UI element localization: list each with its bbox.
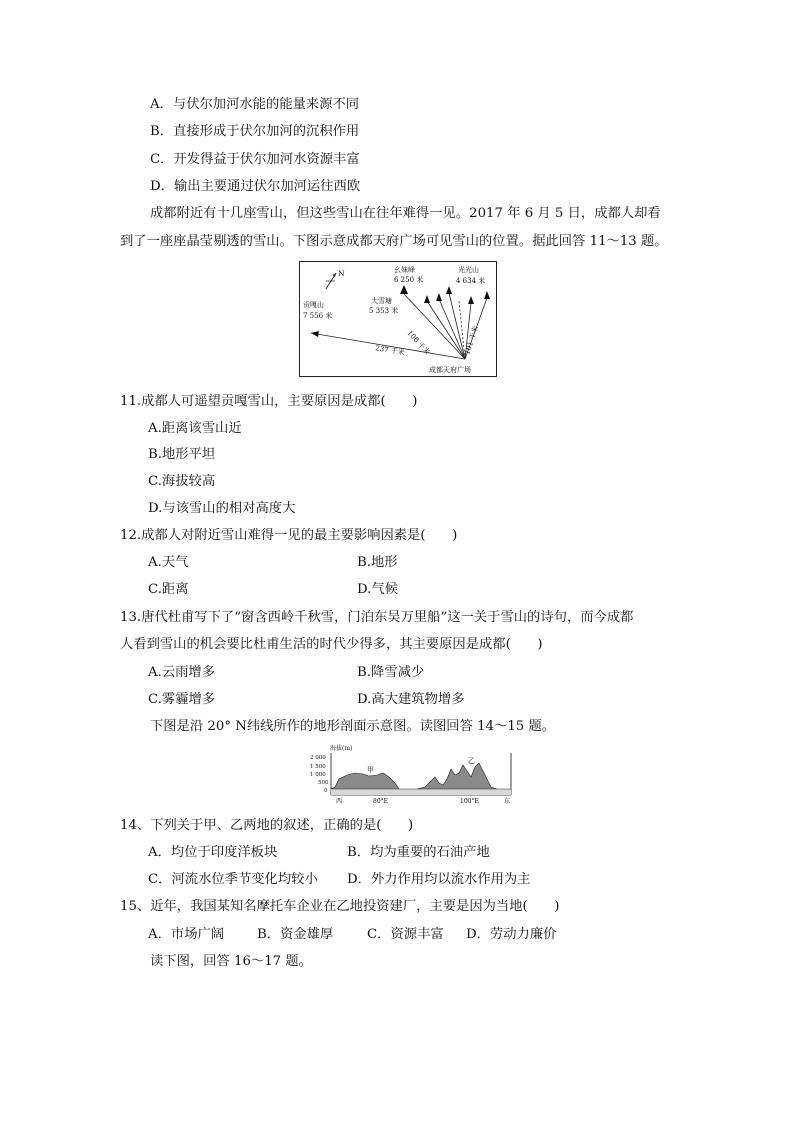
option-prev-a: A．与伏尔加河水能的能量来源不同 (150, 97, 360, 112)
q13-option-d: D.高大建筑物增多 (357, 692, 465, 707)
q14-option-d: D．外力作用均以流水作用为主 (347, 872, 531, 887)
daxue-alt: 5 353 米 (369, 307, 399, 315)
q15-option-c: C．资源丰富 (367, 927, 444, 942)
q15-option-d: D．劳动力廉价 (466, 927, 557, 942)
q12-option-b: B.地形 (357, 555, 398, 570)
q15-stem: 15、近年，我国某知名摩托车企业在乙地投资建厂，主要是因为当地( ) (120, 899, 560, 914)
next-intro: 读下图，回答 16～17 题。 (150, 954, 312, 969)
ytick-2000: 2 000 (310, 755, 326, 761)
label-80e: 80°E (373, 798, 389, 805)
ytick-500: 500 (318, 780, 329, 786)
snow-intro-line2: 到了一座座晶莹剔透的雪山。下图示意成都天府广场可见雪山的位置。据此回答 11～13 题。 (120, 234, 668, 249)
north-label: N (338, 269, 345, 278)
ytick-1000: 1 000 (310, 772, 326, 778)
profile-ylabel: 海拔(m) (330, 745, 353, 752)
label-100e: 100°E (460, 798, 479, 805)
guangguang-alt: 4 634 米 (456, 277, 486, 285)
q13-stem-line2: 人看到雪山的机会要比杜甫生活的时代少得多，其主要原因是成都( ) (120, 637, 543, 652)
q14-stem: 14、下列关于甲、乙两地的叙述，正确的是( ) (120, 818, 414, 833)
ytick-1500: 1 500 (310, 764, 326, 770)
label-east: 东 (504, 798, 511, 805)
q14-option-a: A．均位于印度洋板块 (148, 845, 278, 860)
q13-option-a: A.云雨增多 (148, 665, 216, 680)
q11-option-a: A.距离该雪山近 (148, 421, 242, 436)
gongga-name: 贡嘎山 (303, 301, 324, 309)
snow-mountain-map (299, 261, 497, 377)
q12-option-d: D.气候 (357, 582, 399, 597)
q11-option-c: C.海拔较高 (148, 474, 216, 489)
guangguang-name: 光光山 (458, 266, 479, 274)
option-prev-b: B．直接形成于伏尔加河的沉积作用 (150, 124, 360, 139)
q11-option-d: D.与该雪山的相对高度大 (148, 501, 296, 516)
distance-101: 101 千米 (463, 325, 481, 356)
terrain-shape (331, 763, 511, 789)
profile-intro: 下图是沿 20° N纬线所作的地形剖面示意图。读图回答 14～15 题。 (150, 719, 556, 734)
daxue-name: 大雪塘 (371, 297, 392, 305)
q15-option-b: B．资金雄厚 (257, 927, 334, 942)
option-prev-c: C．开发得益于伏尔加河水资源丰富 (150, 152, 360, 167)
tianfu-square-label: 成都天府广场 (429, 366, 471, 374)
q12-stem: 12.成都人对附近雪山难得一见的最主要影响因素是( ) (120, 528, 458, 543)
distance-237: 237 千米 (374, 344, 406, 358)
snow-intro-line1: 成都附近有十几座雪山，但这些雪山在往年难得一见。2017 年 6 月 5 日，成都人却看 (150, 206, 661, 221)
terrain-profile-figure (307, 743, 517, 805)
q15-option-a: A．市场广阔 (148, 927, 225, 942)
q14-option-b: B．均为重要的石油产地 (347, 845, 490, 860)
q12-option-c: C.距离 (148, 582, 189, 597)
label-west: 西 (336, 798, 343, 805)
yaomei-alt: 6 250 米 (394, 276, 424, 284)
yaomei-name: 幺妹峰 (394, 266, 415, 274)
gongga-alt: 7 556 米 (303, 312, 333, 320)
q13-option-b: B.降雪减少 (357, 665, 425, 680)
q13-option-c: C.雾霾增多 (148, 692, 216, 707)
q14-option-c: C．河流水位季节变化均较小 (148, 872, 318, 887)
q13-stem-line1: 13.唐代杜甫写下了“窗含西岭千秋雪，门泊东吴万里船”这一关于雪山的诗句，而今成都 (120, 610, 634, 625)
ytick-0: 0 (324, 788, 328, 794)
option-prev-d: D．输出主要通过伏尔加河运往西欧 (150, 179, 361, 194)
distance-106: 106 千米 (405, 328, 432, 357)
q11-option-b: B.地形平坦 (148, 447, 216, 462)
label-yi: 乙 (468, 757, 475, 765)
label-jia: 甲 (367, 766, 374, 774)
q12-option-a: A.天气 (148, 555, 189, 570)
q11-stem: 11.成都人可遥望贡嘎雪山，主要原因是成都( ) (120, 394, 418, 409)
